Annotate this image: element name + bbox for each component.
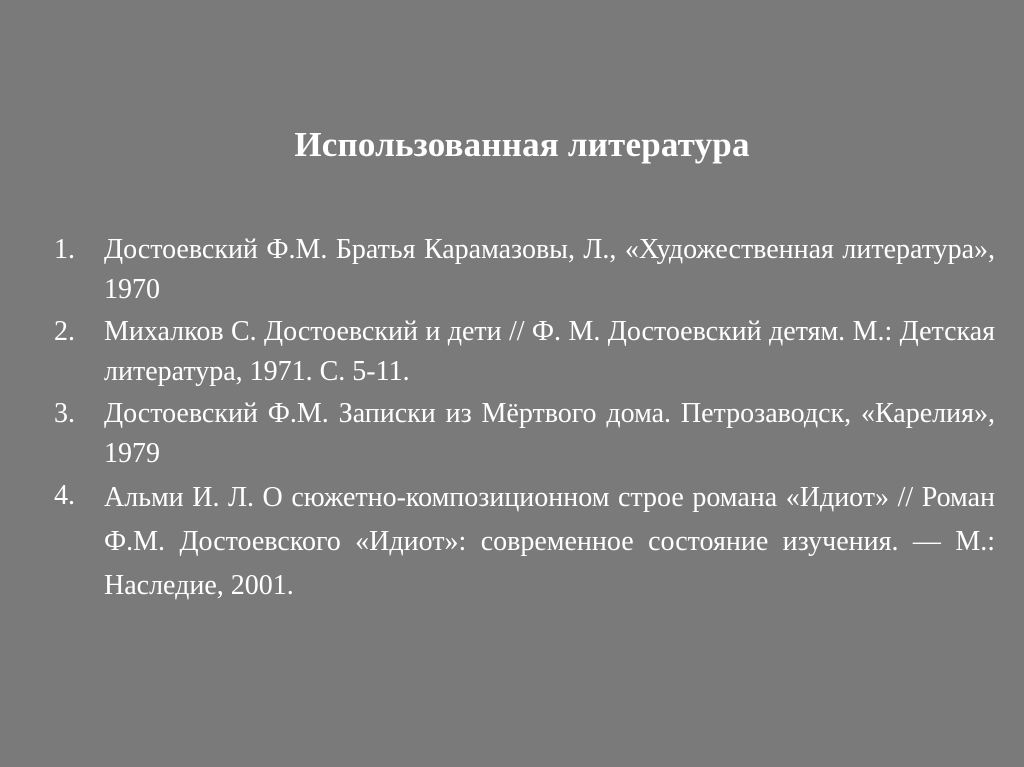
reference-text: Достоевский Ф.М. Братья Карамазовы, Л., «Художественная литература», 1970 [104, 234, 995, 305]
reference-number: 1. [54, 234, 75, 265]
reference-number: 3. [54, 398, 75, 429]
reference-number: 2. [54, 316, 75, 347]
reference-number: 4. [54, 480, 75, 511]
reference-item [54, 312, 995, 392]
reference-item [54, 476, 995, 608]
reference-text: Достоевский Ф.М. Записки из Мёртвого дома. Петрозаводск, «Карелия», 1979 [104, 398, 995, 469]
reference-text: Альми И. Л. О сюжетно-композиционном строе романа «Идиот» // Роман Ф.М. Достоевского «Идиот»: современное состояние изучения. — М.: Наследие, 2001. [104, 482, 995, 601]
slide-title: Использованная литература [294, 125, 750, 164]
reference-item [54, 230, 995, 310]
reference-item [54, 394, 995, 474]
reference-text: Михалков С. Достоевский и дети // Ф. М. Достоевский детям. М.: Детская литература, 1971. С. 5-11. [104, 316, 995, 387]
references-list [54, 230, 995, 610]
